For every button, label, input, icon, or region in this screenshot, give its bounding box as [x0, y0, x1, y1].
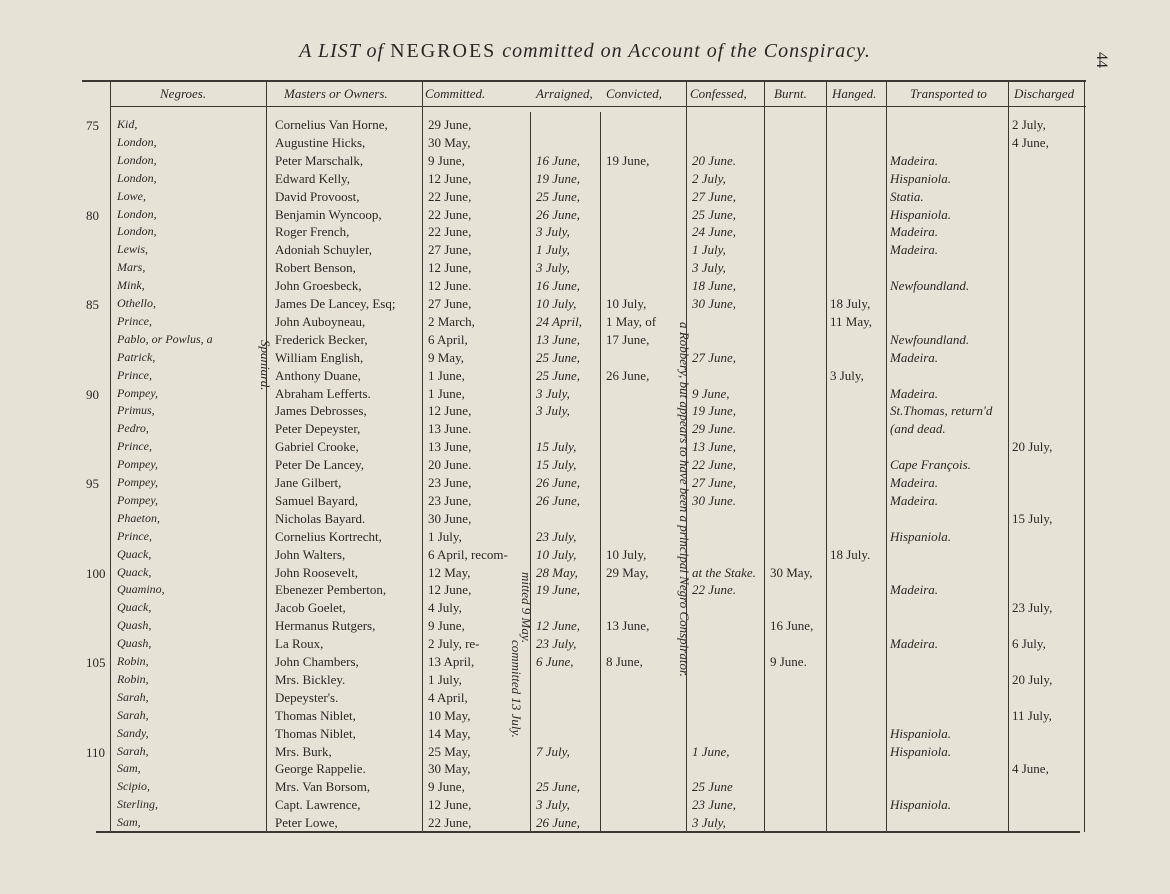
- cell-discharged: 6 July,: [1012, 636, 1046, 652]
- cell-transported: Statia.: [890, 188, 924, 204]
- cell-negro: Kid,: [117, 117, 138, 131]
- note-robbery: a Robbery, but appears to have been a principal Negro Conspirator.: [677, 322, 692, 677]
- row-number: 105: [86, 655, 106, 670]
- cell-committed: 1 June,: [428, 385, 465, 401]
- cell-arraigned: 15 July,: [536, 439, 577, 455]
- cell-master: Hermanus Rutgers,: [275, 618, 376, 634]
- cell-transported: Madeira.: [890, 242, 939, 258]
- cell-negro: Sarah,: [117, 743, 149, 758]
- header-discharged: Discharged: [1014, 86, 1075, 101]
- cell-transported: Hispaniola.: [890, 725, 952, 741]
- row-number: 75: [86, 118, 99, 133]
- cell-master: La Roux,: [275, 636, 324, 652]
- cell-transported: Madeira.: [890, 224, 939, 240]
- col-rule-negroes: [266, 80, 267, 832]
- cell-committed: 12 June.: [428, 278, 472, 294]
- col-rule-hanged: [886, 80, 887, 832]
- cell-discharged: 4 June,: [1012, 134, 1049, 150]
- cell-transported: Newfoundland.: [890, 331, 970, 347]
- cell-arraigned: 12 June,: [536, 618, 581, 634]
- cell-negro: Robin,: [117, 671, 149, 686]
- cell-convicted: 10 July,: [606, 296, 647, 311]
- header-masters: Masters or Owners.: [284, 86, 388, 101]
- cell-master: Peter Depeyster,: [275, 421, 361, 437]
- cell-negro: London,: [117, 224, 157, 239]
- cell-negro: Robin,: [117, 654, 149, 668]
- cell-master: Peter De Lancey,: [275, 457, 365, 473]
- cell-committed: 13 June.: [428, 421, 472, 437]
- row-number: 110: [86, 744, 106, 760]
- cell-transported: Madeira.: [890, 475, 939, 490]
- cell-master: Adoniah Schuyler,: [275, 242, 372, 258]
- cell-master: Abraham Lefferts.: [275, 385, 371, 401]
- cell-arraigned: 7 July,: [536, 743, 570, 759]
- col-rule-arraigned: [600, 112, 601, 832]
- cell-negro: London,: [117, 170, 157, 185]
- cell-master: Jane Gilbert,: [275, 475, 342, 490]
- cell-master: Jacob Goelet,: [275, 600, 346, 616]
- cell-discharged: 11 July,: [1012, 707, 1052, 723]
- cell-negro: Sandy,: [117, 725, 149, 740]
- cell-negro: London,: [117, 206, 157, 221]
- cell-committed: 6 April, recom-: [428, 546, 508, 562]
- cell-committed: 22 June,: [428, 224, 472, 240]
- col-rule-burnt: [826, 80, 827, 832]
- cell-convicted: 8 June,: [606, 654, 643, 669]
- cell-negro: Sam,: [117, 815, 141, 830]
- row-number: 90: [86, 386, 99, 402]
- cell-confessed: 13 June,: [692, 439, 737, 455]
- cell-transported: Cape François.: [890, 457, 971, 473]
- cell-arraigned: 13 June,: [536, 331, 581, 347]
- cell-committed: 12 June,: [428, 260, 472, 276]
- cell-transported: Newfoundland.: [890, 278, 970, 294]
- cell-master: Edward Kelly,: [275, 170, 350, 186]
- cell-arraigned: 6 June,: [536, 654, 574, 669]
- cell-negro: Othello,: [117, 296, 156, 310]
- cell-master: Cornelius Kortrecht,: [275, 528, 382, 544]
- cell-arraigned: 15 July,: [536, 457, 577, 473]
- cell-confessed: 25 June,: [692, 206, 737, 222]
- cell-master: John Auboyneau,: [275, 313, 366, 329]
- note-spaniard: Spaniard.: [258, 340, 273, 391]
- title-of: of: [366, 40, 385, 62]
- cell-negro: London,: [117, 134, 157, 149]
- cell-committed: 13 April,: [428, 654, 475, 669]
- cell-transported: Madeira.: [890, 582, 939, 598]
- cell-confessed: 19 June,: [692, 403, 737, 419]
- cell-transported: Madeira.: [890, 385, 939, 401]
- cell-committed: 12 May,: [428, 564, 471, 580]
- header-committed: Committed.: [425, 86, 486, 101]
- cell-negro: Prince,: [117, 528, 152, 543]
- cell-committed: 1 July,: [428, 671, 462, 687]
- note-recommitted-may: mitted 9 May.: [519, 572, 534, 644]
- cell-committed: 23 June,: [428, 475, 472, 490]
- cell-committed: 12 June,: [428, 582, 472, 598]
- cell-confessed: 20 June.: [692, 152, 737, 168]
- cell-negro: Mink,: [117, 278, 145, 293]
- cell-committed: 30 May,: [428, 761, 471, 777]
- cell-arraigned: 3 July,: [536, 224, 570, 240]
- cell-master: James De Lancey, Esq;: [275, 296, 396, 311]
- cell-committed: 30 May,: [428, 134, 471, 150]
- cell-negro: Scipio,: [117, 779, 150, 794]
- cell-negro: Prince,: [117, 439, 152, 454]
- cell-confessed: at the Stake.: [692, 564, 756, 580]
- cell-convicted: 10 July,: [606, 546, 647, 562]
- cell-arraigned: 10 July,: [536, 546, 577, 562]
- cell-master: Mrs. Van Borsom,: [275, 779, 371, 795]
- cell-negro: Pompey,: [117, 457, 158, 472]
- cell-master: Capt. Lawrence,: [275, 797, 361, 813]
- table-top-rule: [82, 80, 1086, 82]
- cell-confessed: 27 June,: [692, 188, 737, 204]
- cell-confessed: 1 July,: [692, 242, 726, 258]
- cell-negro: Sam,: [117, 761, 141, 776]
- cell-discharged: 2 July,: [1012, 117, 1046, 132]
- cell-committed: 2 March,: [428, 313, 475, 329]
- cell-master: Frederick Becker,: [275, 331, 368, 347]
- cell-master: Depeyster's.: [275, 689, 339, 705]
- cell-discharged: 4 June,: [1012, 761, 1049, 777]
- cell-committed: 12 June,: [428, 403, 472, 419]
- cell-arraigned: 26 June,: [536, 475, 581, 490]
- cell-discharged: 20 July,: [1012, 671, 1053, 687]
- cell-master: John Walters,: [275, 546, 346, 562]
- cell-negro: Pompey,: [117, 385, 158, 400]
- cell-hanged: 11 May,: [830, 313, 873, 329]
- cell-transported: Hispaniola.: [890, 528, 952, 544]
- title-lead: A LIST: [299, 40, 361, 62]
- cell-burnt: 9 June.: [770, 654, 807, 669]
- page-title: [0, 40, 1170, 63]
- cell-negro: Lewis,: [117, 242, 149, 257]
- cell-committed: 9 June,: [428, 779, 465, 795]
- cell-negro: Mars,: [117, 260, 146, 275]
- header-negroes: Negroes.: [160, 86, 207, 101]
- cell-committed: 22 June,: [428, 206, 472, 222]
- cell-transported: Hispaniola.: [890, 206, 952, 222]
- cell-negro: Pablo, or Powlus, a: [117, 331, 213, 346]
- cell-discharged: 15 July,: [1012, 510, 1053, 526]
- col-rule-right: [1084, 80, 1085, 832]
- cell-master: Cornelius Van Horne,: [275, 117, 388, 132]
- header-arraigned: Arraigned,: [536, 86, 593, 101]
- cell-negro: Quash,: [117, 618, 152, 633]
- cell-committed: 1 July,: [428, 528, 462, 544]
- cell-confessed: 30 June.: [692, 492, 737, 508]
- cell-convicted: 29 May,: [606, 564, 649, 580]
- cell-negro: Quash,: [117, 636, 152, 651]
- row-number: 95: [86, 476, 99, 491]
- cell-committed: 9 May,: [428, 349, 464, 365]
- cell-committed: 1 June,: [428, 367, 465, 383]
- cell-arraigned: 3 July,: [536, 797, 570, 813]
- cell-arraigned: 26 June,: [536, 815, 581, 831]
- header-rule: [110, 106, 1086, 107]
- cell-convicted: 13 June,: [606, 618, 650, 634]
- cell-committed: 14 May,: [428, 725, 471, 741]
- cell-arraigned: 16 June,: [536, 278, 581, 294]
- cell-committed: 4 April,: [428, 689, 468, 705]
- cell-master: John Roosevelt,: [275, 564, 359, 580]
- cell-arraigned: 28 May,: [536, 564, 578, 580]
- row-number: 80: [86, 207, 99, 223]
- cell-master: William English,: [275, 349, 364, 365]
- header-transported: Transported to: [910, 86, 987, 101]
- cell-master: Nicholas Bayard.: [275, 510, 366, 526]
- cell-confessed: 22 June,: [692, 457, 737, 473]
- cell-negro: Prince,: [117, 313, 152, 328]
- cell-arraigned: 25 June,: [536, 779, 581, 795]
- cell-transported: Madeira.: [890, 492, 939, 508]
- cell-master: Augustine Hicks,: [275, 134, 366, 150]
- cell-negro: Quack,: [117, 546, 152, 561]
- cell-committed: 6 April,: [428, 331, 468, 347]
- cell-hanged: 18 July.: [830, 546, 871, 562]
- cell-master: David Provoost,: [275, 188, 360, 204]
- cell-master: Mrs. Bickley.: [275, 671, 346, 687]
- cell-transported: Hispaniola.: [890, 743, 952, 759]
- cell-negro: Quack,: [117, 564, 152, 579]
- cell-negro: Sarah,: [117, 689, 149, 704]
- title-tail: committed on Account of the Conspiracy.: [502, 40, 871, 62]
- cell-committed: 29 June,: [428, 117, 472, 132]
- cell-transported: (and dead.: [890, 421, 946, 437]
- cell-confessed: 27 June,: [692, 349, 737, 365]
- cell-confessed: 25 June: [692, 779, 733, 795]
- cell-committed: 13 June,: [428, 439, 472, 455]
- cell-confessed: 23 June,: [692, 797, 737, 813]
- col-rule-committed: [530, 112, 531, 832]
- cell-arraigned: 3 July,: [536, 385, 570, 401]
- cell-arraigned: 24 April,: [536, 313, 582, 329]
- cell-master: Benjamin Wyncoop,: [275, 206, 382, 222]
- cell-committed: 27 June,: [428, 296, 472, 311]
- cell-master: George Rappelie.: [275, 761, 366, 777]
- cell-arraigned: 23 July,: [536, 528, 577, 544]
- cell-negro: Lowe,: [117, 188, 147, 203]
- cell-transported: St.Thomas, return'd: [890, 403, 993, 419]
- cell-convicted: 17 June,: [606, 331, 650, 347]
- cell-convicted: 19 June,: [606, 152, 650, 168]
- cell-committed: 25 May,: [428, 743, 471, 759]
- cell-confessed: 27 June,: [692, 475, 737, 490]
- cell-master: Peter Marschalk,: [275, 152, 364, 168]
- cell-master: Mrs. Burk,: [275, 743, 332, 759]
- cell-master: Gabriel Crooke,: [275, 439, 359, 455]
- cell-discharged: 20 July,: [1012, 439, 1053, 455]
- cell-transported: Madeira.: [890, 636, 939, 652]
- table-bottom-rule: [96, 831, 1080, 833]
- col-rule-transported: [1008, 80, 1009, 832]
- cell-negro: Sterling,: [117, 797, 158, 812]
- cell-discharged: 23 July,: [1012, 600, 1053, 616]
- cell-master: Ebenezer Pemberton,: [275, 582, 387, 598]
- cell-confessed: 3 July,: [692, 260, 726, 276]
- cell-confessed: 29 June.: [692, 421, 737, 437]
- cell-confessed: 24 June,: [692, 224, 737, 240]
- cell-confessed: 30 June,: [692, 296, 737, 311]
- cell-arraigned: 3 July,: [536, 403, 570, 419]
- cell-arraigned: 19 June,: [536, 582, 581, 598]
- cell-arraigned: 19 June,: [536, 170, 581, 186]
- cell-arraigned: 25 June,: [536, 367, 581, 383]
- cell-master: Thomas Niblet,: [275, 725, 356, 741]
- header-burnt: Burnt.: [774, 86, 807, 101]
- cell-negro: Quack,: [117, 600, 152, 615]
- cell-master: Thomas Niblet,: [275, 707, 356, 723]
- cell-committed: 22 June,: [428, 815, 472, 831]
- cell-confessed: 22 June.: [692, 582, 737, 598]
- row-number: 100: [86, 565, 106, 581]
- cell-master: John Groesbeck,: [275, 278, 362, 294]
- cell-confessed: 9 June,: [692, 385, 730, 401]
- cell-transported: Madeira.: [890, 152, 939, 168]
- title-caps: NEGROES: [390, 40, 497, 62]
- cell-committed: 12 June,: [428, 170, 472, 186]
- cell-burnt: 16 June,: [770, 618, 814, 634]
- cell-master: Samuel Bayard,: [275, 492, 359, 508]
- cell-committed: 20 June.: [428, 457, 472, 473]
- cell-transported: Madeira.: [890, 349, 939, 365]
- cell-arraigned: 26 June,: [536, 492, 581, 508]
- cell-arraigned: 25 June,: [536, 188, 581, 204]
- cell-master: Robert Benson,: [275, 260, 356, 276]
- cell-master: Roger French,: [275, 224, 350, 240]
- cell-convicted: 1 May, of: [606, 313, 657, 329]
- cell-committed: 30 June,: [428, 510, 472, 526]
- cell-burnt: 30 May,: [770, 564, 813, 580]
- note-recommitted-july: committed 13 July.: [509, 640, 524, 738]
- cell-negro: Pompey,: [117, 492, 158, 507]
- cell-confessed: 1 June,: [692, 743, 730, 759]
- cell-transported: Hispaniola.: [890, 797, 952, 813]
- col-rule-left: [110, 80, 111, 832]
- row-number: 85: [86, 297, 99, 312]
- cell-negro: Pompey,: [117, 475, 158, 489]
- cell-negro: Quamino,: [117, 582, 165, 597]
- cell-confessed: 2 July,: [692, 170, 726, 186]
- cell-convicted: 26 June,: [606, 367, 650, 383]
- cell-master: John Chambers,: [275, 654, 359, 669]
- cell-master: James Debrosses,: [275, 403, 367, 419]
- cell-negro: Primus,: [117, 403, 155, 418]
- header-convicted: Convicted,: [606, 86, 662, 101]
- cell-transported: Hispaniola.: [890, 170, 952, 186]
- cell-hanged: 18 July,: [830, 296, 871, 311]
- cell-committed: 27 June,: [428, 242, 472, 258]
- col-rule-masters: [422, 80, 423, 832]
- cell-arraigned: 16 June,: [536, 152, 581, 168]
- cell-negro: Patrick,: [117, 349, 156, 364]
- cell-confessed: 18 June,: [692, 278, 737, 294]
- cell-committed: 9 June,: [428, 618, 465, 634]
- cell-negro: Pedro,: [117, 421, 149, 436]
- cell-arraigned: 23 July,: [536, 636, 577, 652]
- cell-arraigned: 3 July,: [536, 260, 570, 276]
- cell-arraigned: 25 June,: [536, 349, 581, 365]
- cell-confessed: 3 July,: [692, 815, 726, 831]
- page-number: 44: [1093, 52, 1110, 68]
- cell-master: Peter Lowe,: [275, 815, 338, 831]
- header-hanged: Hanged.: [832, 86, 877, 101]
- header-confessed: Confessed,: [690, 86, 747, 101]
- cell-committed: 4 July,: [428, 600, 462, 616]
- cell-arraigned: 26 June,: [536, 206, 581, 222]
- cell-committed: 12 June,: [428, 797, 472, 813]
- cell-committed: 22 June,: [428, 188, 472, 204]
- cell-negro: Phaeton,: [117, 510, 160, 525]
- cell-negro: Sarah,: [117, 707, 149, 722]
- cell-arraigned: 10 July,: [536, 296, 577, 311]
- cell-committed: 2 July, re-: [428, 636, 480, 652]
- cell-master: Anthony Duane,: [275, 367, 361, 383]
- cell-hanged: 3 July,: [830, 367, 864, 383]
- cell-arraigned: 1 July,: [536, 242, 570, 258]
- cell-committed: 9 June,: [428, 152, 465, 168]
- cell-negro: Prince,: [117, 367, 152, 382]
- col-rule-confessed: [764, 80, 765, 832]
- cell-committed: 23 June,: [428, 492, 472, 508]
- cell-committed: 10 May,: [428, 707, 471, 723]
- cell-negro: London,: [117, 152, 157, 167]
